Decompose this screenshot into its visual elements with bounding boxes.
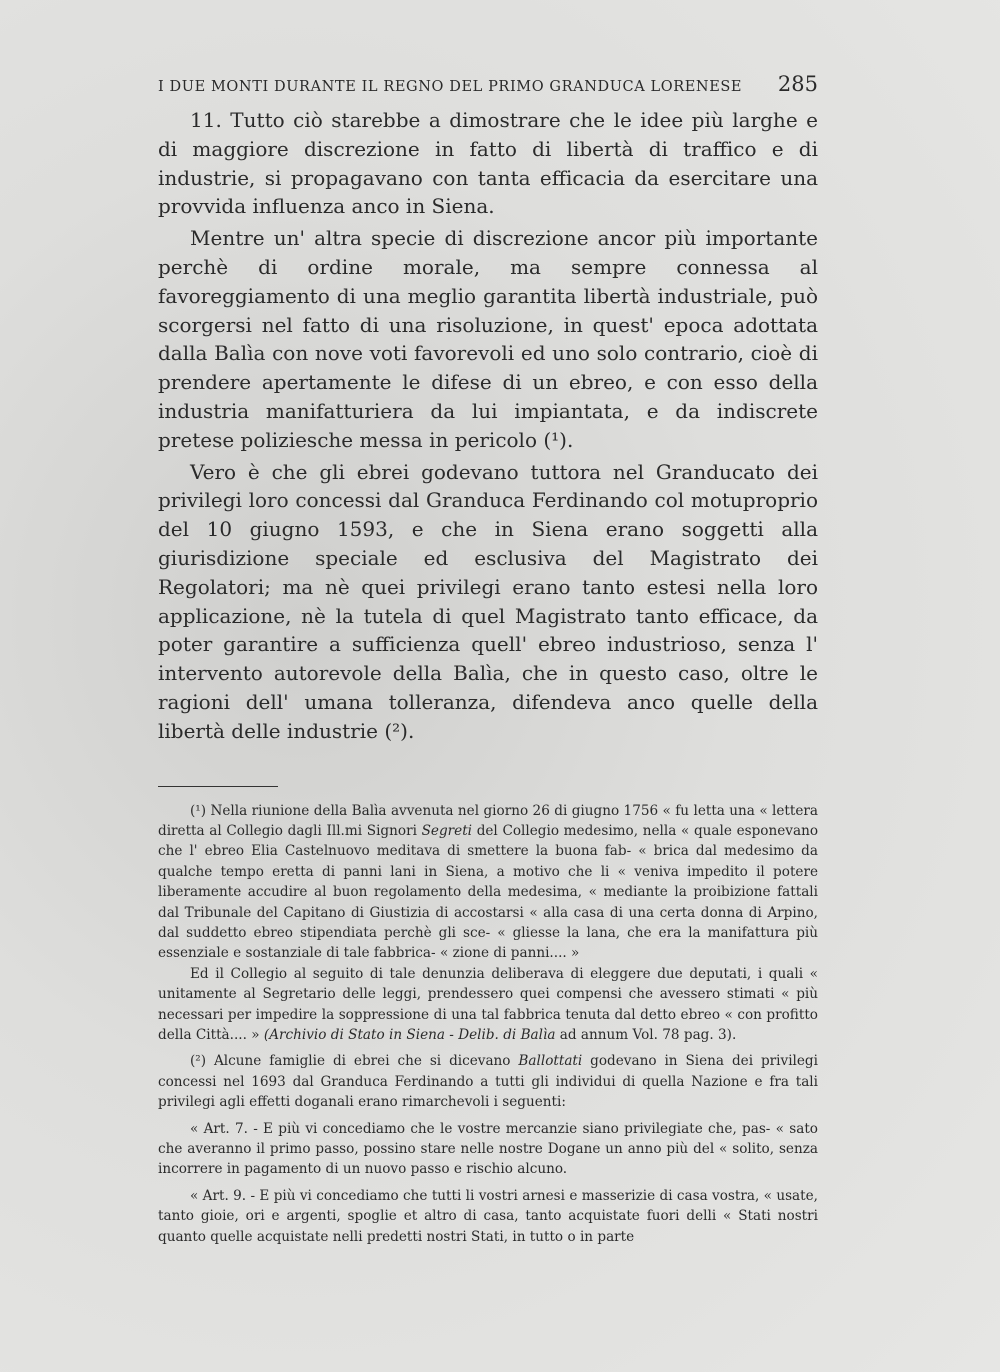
footnote-text: godevano in Siena dei privilegi concessi nel 1693 dal Granduca Ferdinando a tutti gli individui di quella Nazione e fra tali privilegi agli effetti doganali erano rimarchevoli i seguenti: (158, 1053, 818, 1111)
footnote-text: (²) Alcune famiglie di ebrei che si dicevano (190, 1053, 511, 1070)
footnote-italic: Ballottati (518, 1053, 583, 1070)
footnote-1-continued (158, 964, 818, 1046)
running-header (158, 72, 818, 106)
book-page (158, 72, 818, 1247)
footnote-article-7 (158, 1119, 818, 1180)
footnote-1 (158, 801, 818, 964)
footnote-text: Ed il Collegio al seguito di tale denunzia deliberava di eleggere due deputati, i quali « unitamente al Segretario delle leggi, prendessero quei compensi che avessero stimati « più necessari per impedire la soppressione di una tal fabbrica tenuta dal detto ebreo « con profitto della Città.... » (158, 965, 818, 1043)
running-title: I DUE MONTI DURANTE IL REGNO DEL PRIMO GRANDUCA LORENESE (158, 79, 743, 95)
footnote-ref: (¹). (543, 427, 574, 452)
footnote-text: (¹) Nella riunione della Balìa avvenuta nel giorno 26 di giugno 1756 « fu letta una « lettera diretta al Collegio dagli Ill.mi Signori (158, 802, 818, 839)
paragraph-text: 11. Tutto ciò starebbe a dimostrare che le idee più larghe e di maggiore discrezione in fatto di libertà di traffico e di industrie, si propagavano con tanta efficacia da esercitare una provvida influenza anco in Siena. (158, 108, 818, 219)
footnote-ref: (²). (384, 718, 415, 743)
footnote-article-9 (158, 1186, 818, 1247)
paragraph-mentre (158, 224, 818, 454)
footnote-text: del Collegio medesimo, nella « quale esponevano che l' ebreo Elia Castelnuovo meditava di smettere la buona fab- « brica dal medesimo da qualche tempo eretta di panni lani in Siena, a motivo che li « veniva impedito il potere liberamente accudire al buon regolamento della medesima, « mediante la proibizione fattali dal Tribunale del Capitano di Giustizia di accostarsi « alla casa di una certa donna di Arpino, dal suddetto ebreo stipendiata perchè gli sce- « gliesse la lana, che era la manifattura più essenziale e sostanziale di tale fabbrica- « zione di panni.... » (158, 822, 819, 962)
page-number: 285 (777, 72, 818, 96)
footnote-divider (158, 786, 278, 787)
paragraph-vero (158, 458, 818, 746)
footnotes (158, 801, 818, 1248)
main-text (158, 106, 818, 746)
footnote-italic: Segreti (421, 822, 473, 839)
paragraph-11 (158, 106, 818, 221)
paragraph-text: Vero è che gli ebrei godevano tuttora nel Granducato dei privilegi loro concessi dal Granduca Ferdinando col motuproprio del 10 giugno 1593, e che in Siena erano soggetti alla giurisdizione speciale ed esclusiva del Magistrato dei Regolatori; ma nè quei privilegi erano tanto estesi nella loro applicazione, nè la tutela di quel Magistrato tanto efficace, da poter garantire a sufficienza quell' ebreo industrioso, senza l' intervento autorevole della Balìa, che in questo caso, oltre le ragioni dell' umana tolleranza, difendeva anco quelle della libertà delle industrie (158, 459, 818, 743)
footnote-text: « Art. 9. - E più vi concediamo che tutti li vostri arnesi e masserizie di casa vostra, « usate, tanto gioie, ori e argenti, spoglie et altro di casa, tanto acquistate fuori delli « Stati nostri quanto quelle acquistate nelli predetti nostri Stati, in tutto o in parte (158, 1187, 818, 1245)
footnote-2 (158, 1051, 818, 1112)
paragraph-text: Mentre un' altra specie di discrezione ancor più importante perchè di ordine morale, ma sempre connessa al favoreggiamento di una meglio garantita libertà industriale, può scorgersi nel fatto di una risoluzione, in quest' epoca adottata dalla Balìa con nove voti favorevoli ed uno solo contrario, cioè di prendere apertamente le difese di un ebreo, e con esso della industria manifatturiera da lui impiantata, e da indiscrete pretese poliziesche messa in pericolo (158, 226, 818, 452)
archive-citation: (Archivio di Stato in Siena - Delib. di Balìa (263, 1027, 556, 1043)
footnote-text: « Art. 7. - E più vi concediamo che le vostre mercanzie siano privilegiate che, pas- « sato che averanno il primo passo, possino stare nelle nostre Dogane un anno più del « solito, senza incorrere in pagamento di un nuovo passo e rischio alcuno. (158, 1120, 818, 1178)
footnote-text: ad annum Vol. 78 pag. 3). (559, 1027, 737, 1043)
